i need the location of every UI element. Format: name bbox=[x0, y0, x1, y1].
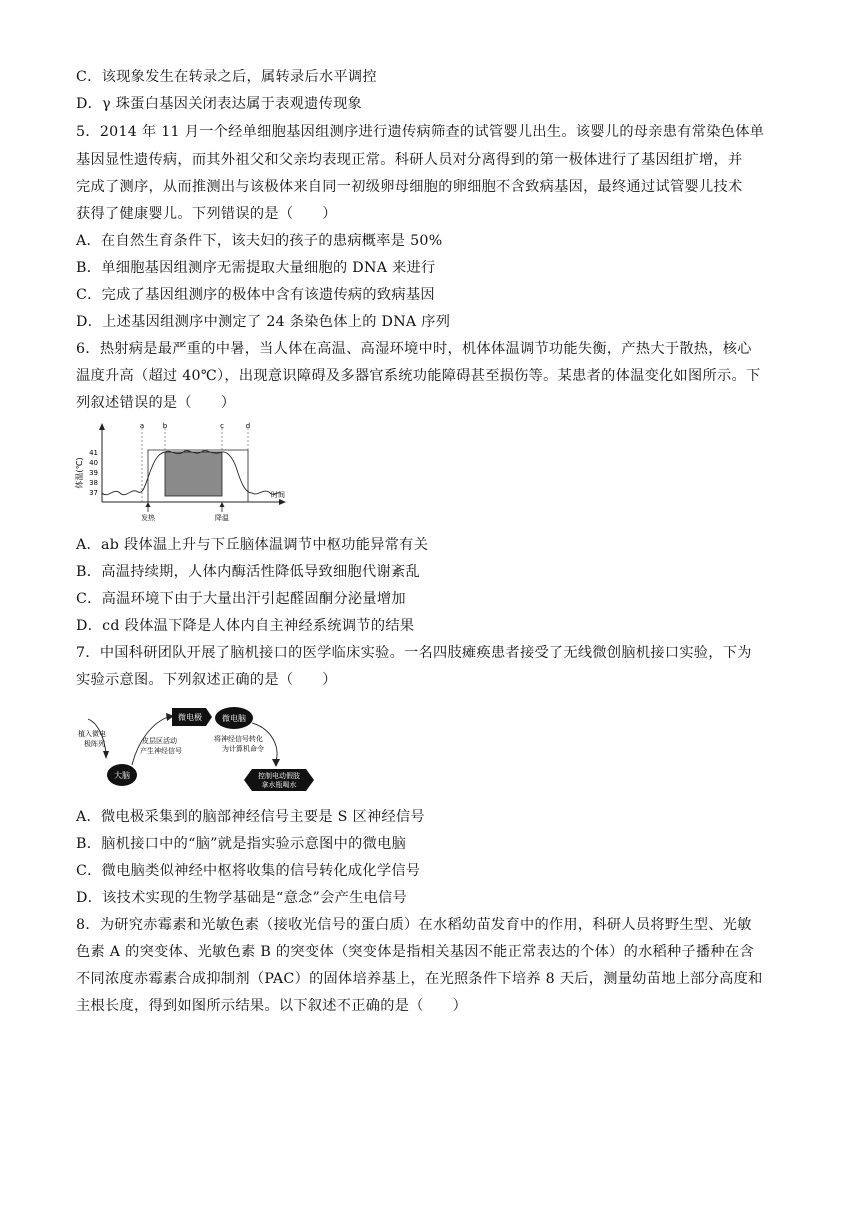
question-8-line-2: 色素 A 的突变体、光敏色素 B 的突变体（突变体是指相关基因不能正常表达的个体）的水稻种子播种在含 bbox=[76, 944, 754, 960]
body-temperature-figure bbox=[76, 421, 294, 523]
high-temp-region bbox=[165, 452, 222, 496]
option-7b: B．脑机接口中的“脑”就是指实验示意图中的微电脑 bbox=[76, 836, 407, 852]
implant-arrow-head bbox=[103, 751, 109, 759]
cooling-marker-arrow bbox=[220, 502, 225, 507]
y-axis-arrow bbox=[99, 423, 105, 430]
fever-marker-arrow bbox=[146, 502, 151, 507]
option-6c: C．高温环境下由于大量出汗引起醛固酮分泌量增加 bbox=[76, 591, 406, 607]
option-7c: C．微电脑类似神经中枢将收集的信号转化成化学信号 bbox=[76, 863, 421, 879]
temp-xlabel: 时间 bbox=[271, 491, 285, 499]
question-8-line-1: 8．为研究赤霉素和光敏色素（接收光信号的蛋白质）在水稻幼苗发育中的作用，科研人员将野生型、光敏 bbox=[76, 917, 752, 933]
cooling-label: 降温 bbox=[215, 514, 229, 522]
ytick-38: 38 bbox=[89, 479, 98, 487]
label-d: d bbox=[245, 422, 251, 430]
implant-label-2: 极阵列 bbox=[84, 740, 105, 748]
question-5-line-1: 5．2014 年 11 月一个经单细胞基因组测序进行遗传病筛查的试管婴儿出生。该婴儿的母亲患有常染色体单 bbox=[76, 124, 765, 140]
output-label-2: 拿水瓶喝水 bbox=[261, 781, 297, 789]
question-5-line-4: 获得了健康婴儿。下列错误的是（ ） bbox=[76, 206, 337, 222]
output-label-1: 控制电动假肢 bbox=[258, 772, 300, 780]
option-7d: D．该技术实现的生物学基础是“意念”会产生电信号 bbox=[76, 890, 408, 906]
option-7a: A．微电极采集到的脑部神经信号主要是 S 区神经信号 bbox=[76, 809, 425, 825]
computer-label: 微电脑 bbox=[222, 714, 246, 723]
question-5-line-2: 基因显性遗传病，而其外祖父和父亲均表现正常。科研人员对分离得到的第一极体进行了基因组扩增，并 bbox=[76, 152, 743, 168]
question-8-line-4: 主根长度，得到如图所示结果。以下叙述不正确的是（ ） bbox=[76, 998, 468, 1014]
option-4d: D．γ 珠蛋白基因关闭表达属于表观遗传现象 bbox=[76, 96, 363, 112]
question-5-line-3: 完成了测序，从而推测出与该极体来自同一初级卵母细胞的卵细胞不含致病基因，最终通过试管婴儿技术 bbox=[76, 179, 743, 195]
question-7-line-2: 实验示意图。下列叙述正确的是（ ） bbox=[76, 672, 337, 688]
option-6d: D．cd 段体温下降是人体内自主神经系统调节的结果 bbox=[76, 618, 415, 634]
question-7-line-1: 7．中国科研团队开展了脑机接口的医学临床实验。一名四肢瘫痪患者接受了无线微创脑机接口实验，下为 bbox=[76, 645, 752, 661]
ytick-41: 41 bbox=[89, 449, 98, 457]
question-6-line-3: 列叙述错误的是（ ） bbox=[76, 395, 236, 411]
label-a: a bbox=[139, 422, 145, 430]
command-arrow-head bbox=[272, 759, 280, 767]
question-6-line-2: 温度升高（超过 40℃），出现意识障碍及多器官系统功能障碍甚至损伤等。某患者的体温变化如图所示。下 bbox=[76, 368, 761, 384]
option-6b: B．高温持续期，人体内酶活性降低导致细胞代谢紊乱 bbox=[76, 564, 420, 580]
option-5a: A．在自然生育条件下，该夫妇的孩子的患病概率是 50% bbox=[76, 233, 443, 249]
option-6a: A．ab 段体温上升与下丘脑体温调节中枢功能异常有关 bbox=[76, 537, 429, 553]
convert-label-1: 将神经信号转化 bbox=[214, 735, 263, 743]
option-4c: C．该现象发生在转录之后，属转录后水平调控 bbox=[76, 69, 377, 85]
ytick-40: 40 bbox=[89, 459, 98, 467]
question-8-line-3: 不同浓度赤霉素合成抑制剂（PAC）的固体培养基上，在光照条件下培养 8 天后，测量幼苗地上部分高度和 bbox=[76, 971, 763, 987]
option-5d: D．上述基因组测序中测定了 24 条染色体上的 DNA 序列 bbox=[76, 314, 451, 330]
brain-computer-interface-figure bbox=[76, 703, 322, 797]
option-5b: B．单细胞基因组测序无需提取大量细胞的 DNA 来进行 bbox=[76, 260, 436, 276]
implant-label-1: 植入微电 bbox=[78, 730, 106, 738]
ytick-37: 37 bbox=[89, 489, 98, 497]
electrode-label: 微电极 bbox=[178, 713, 202, 722]
fever-label: 发热 bbox=[141, 514, 155, 522]
convert-label-2: 为计算机命令 bbox=[222, 745, 264, 753]
ytick-39: 39 bbox=[89, 469, 98, 477]
signal-label-1: 皮层区活动 bbox=[142, 737, 177, 745]
brain-label: 大脑 bbox=[114, 771, 130, 780]
option-5c: C．完成了基因组测序的极体中含有该遗传病的致病基因 bbox=[76, 287, 435, 303]
temp-ylabel: 体温(℃) bbox=[75, 457, 84, 489]
x-axis-arrow bbox=[279, 499, 286, 505]
label-b: b bbox=[162, 422, 168, 430]
signal-label-2: 产生神经信号 bbox=[140, 747, 182, 755]
label-c: c bbox=[220, 422, 224, 430]
question-6-line-1: 6．热射病是最严重的中暑，当人体在高温、高湿环境中时，机体体温调节功能失衡，产热大于散热，核心 bbox=[76, 341, 752, 357]
